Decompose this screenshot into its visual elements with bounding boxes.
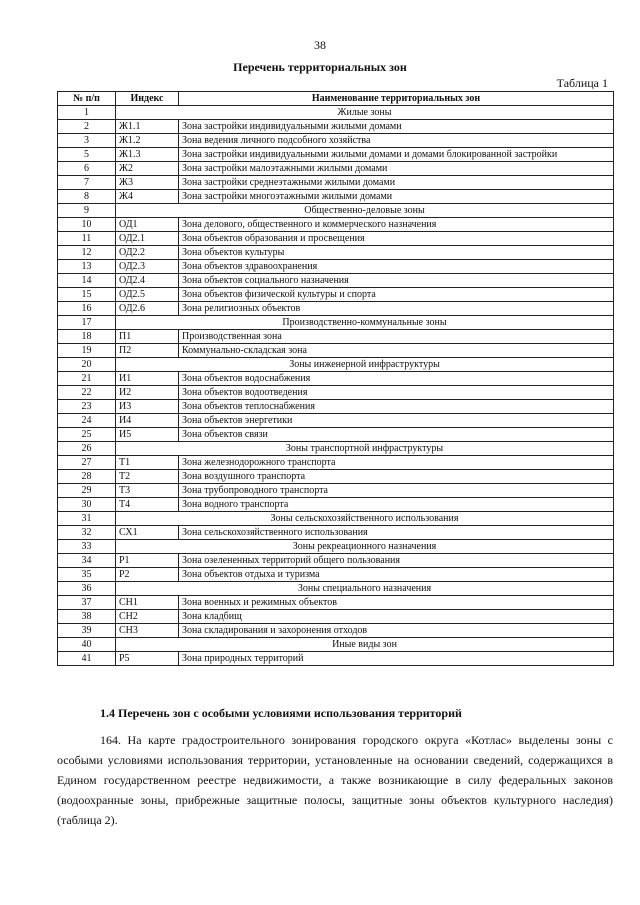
table-row	[58, 414, 614, 428]
table-row	[58, 596, 614, 610]
zone-index: Р2	[116, 568, 179, 582]
zone-group-title: Производственно-коммунальные зоны	[116, 316, 614, 330]
section-heading: 1.4 Перечень зон с особыми условиями использования территорий	[100, 706, 462, 720]
row-number: 38	[58, 610, 116, 624]
row-number: 14	[58, 274, 116, 288]
zone-index: И5	[116, 428, 179, 442]
row-number: 33	[58, 540, 116, 554]
page-number: 38	[314, 38, 326, 52]
table-row	[58, 218, 614, 232]
row-number: 27	[58, 456, 116, 470]
table-row	[58, 372, 614, 386]
row-number: 9	[58, 204, 116, 218]
zone-name: Зона трубопроводного транспорта	[179, 484, 614, 498]
table-group-row	[58, 512, 614, 526]
row-number: 5	[58, 148, 116, 162]
zone-name: Зона озелененных территорий общего пользования	[179, 554, 614, 568]
table-row	[58, 568, 614, 582]
row-number: 8	[58, 190, 116, 204]
zone-name: Зона объектов отдыха и туризма	[179, 568, 614, 582]
zone-name: Зона объектов связи	[179, 428, 614, 442]
zone-name: Зона объектов здравоохранения	[179, 260, 614, 274]
table-row	[58, 330, 614, 344]
table-header-row	[58, 92, 614, 106]
zone-group-title: Зоны рекреационного назначения	[116, 540, 614, 554]
row-number: 22	[58, 386, 116, 400]
zone-index: СН2	[116, 610, 179, 624]
row-number: 20	[58, 358, 116, 372]
table-row	[58, 344, 614, 358]
table-group-row	[58, 638, 614, 652]
row-number: 39	[58, 624, 116, 638]
zone-index: Т2	[116, 470, 179, 484]
zone-name: Зона застройки индивидуальными жилыми домами и домами блокированной застройки	[179, 148, 614, 162]
row-number: 26	[58, 442, 116, 456]
table-row	[58, 428, 614, 442]
table-row	[58, 190, 614, 204]
zone-name: Зона объектов водоснабжения	[179, 372, 614, 386]
zone-name: Зона застройки многоэтажными жилыми домами	[179, 190, 614, 204]
table-group-row	[58, 316, 614, 330]
table-row	[58, 484, 614, 498]
table-group-row	[58, 442, 614, 456]
zone-group-title: Зоны транспортной инфраструктуры	[116, 442, 614, 456]
table-row	[58, 176, 614, 190]
row-number: 12	[58, 246, 116, 260]
zone-index: ОД2.6	[116, 302, 179, 316]
zone-name: Производственная зона	[179, 330, 614, 344]
table-group-row	[58, 540, 614, 554]
row-number: 16	[58, 302, 116, 316]
zone-index: Р5	[116, 652, 179, 666]
zone-name: Зона застройки индивидуальными жилыми домами	[179, 120, 614, 134]
table-row	[58, 302, 614, 316]
row-number: 32	[58, 526, 116, 540]
zone-index: СХ1	[116, 526, 179, 540]
row-number: 17	[58, 316, 116, 330]
table-row	[58, 554, 614, 568]
header-index: Индекс	[116, 92, 179, 106]
zone-group-title: Иные виды зон	[116, 638, 614, 652]
zone-name: Зона застройки малоэтажными жилыми домами	[179, 162, 614, 176]
zone-name: Зона кладбищ	[179, 610, 614, 624]
table-row	[58, 260, 614, 274]
table-caption: Таблица 1	[556, 76, 608, 90]
zone-index: Ж2	[116, 162, 179, 176]
zone-index: Т1	[116, 456, 179, 470]
zone-index: И4	[116, 414, 179, 428]
table-row	[58, 652, 614, 666]
row-number: 10	[58, 218, 116, 232]
zone-index: И1	[116, 372, 179, 386]
table-row	[58, 400, 614, 414]
zone-name: Зона объектов физической культуры и спорта	[179, 288, 614, 302]
row-number: 21	[58, 372, 116, 386]
zone-name: Зона объектов социального назначения	[179, 274, 614, 288]
zone-name: Зона воздушного транспорта	[179, 470, 614, 484]
zone-index: СН3	[116, 624, 179, 638]
zone-index: ОД2.1	[116, 232, 179, 246]
row-number: 7	[58, 176, 116, 190]
zone-index: Т3	[116, 484, 179, 498]
zone-index: Ж4	[116, 190, 179, 204]
zone-index: Ж1.2	[116, 134, 179, 148]
zone-index: ОД2.2	[116, 246, 179, 260]
zone-name: Зона застройки среднеэтажными жилыми домами	[179, 176, 614, 190]
zone-name: Зона религиозных объектов	[179, 302, 614, 316]
table-group-row	[58, 358, 614, 372]
row-number: 34	[58, 554, 116, 568]
table-row	[58, 470, 614, 484]
row-number: 41	[58, 652, 116, 666]
zone-name: Зона объектов образования и просвещения	[179, 232, 614, 246]
row-number: 37	[58, 596, 116, 610]
page-title: Перечень территориальных зон	[233, 60, 407, 74]
table-row	[58, 120, 614, 134]
row-number: 6	[58, 162, 116, 176]
zone-index: И2	[116, 386, 179, 400]
zone-name: Зона природных территорий	[179, 652, 614, 666]
zone-index: Ж1.3	[116, 148, 179, 162]
row-number: 15	[58, 288, 116, 302]
header-zone-name: Наименование территориальных зон	[179, 92, 614, 106]
row-number: 29	[58, 484, 116, 498]
table-row	[58, 526, 614, 540]
table-row	[58, 148, 614, 162]
zone-index: ОД1	[116, 218, 179, 232]
zone-group-title: Зоны специального назначения	[116, 582, 614, 596]
zone-name: Зона объектов культуры	[179, 246, 614, 260]
zone-name: Зона объектов водоотведения	[179, 386, 614, 400]
table-row	[58, 610, 614, 624]
zone-name: Зона водного транспорта	[179, 498, 614, 512]
table-row	[58, 232, 614, 246]
zone-name: Зона объектов энергетики	[179, 414, 614, 428]
zone-name: Зона делового, общественного и коммерческого назначения	[179, 218, 614, 232]
table-row	[58, 274, 614, 288]
zone-name: Коммунально-складская зона	[179, 344, 614, 358]
header-number: № п/п	[58, 92, 116, 106]
zone-index: ОД2.5	[116, 288, 179, 302]
zone-group-title: Зоны сельскохозяйственного использования	[116, 512, 614, 526]
body-paragraph: 164. На карте градостроительного зонирования городского округа «Котлас» выделены зоны с особыми условиями использования территории, установленные на основании сведений, содержащихся в Едином государственном реестре недвижимости, а также возникающие в силу федеральных законов (водоохранные зоны, прибрежные защитные полосы, защитные зоны объектов культурного наследия) (таблица 2).	[57, 733, 613, 827]
zone-index: Т4	[116, 498, 179, 512]
row-number: 11	[58, 232, 116, 246]
row-number: 25	[58, 428, 116, 442]
row-number: 28	[58, 470, 116, 484]
table-row	[58, 134, 614, 148]
zone-name: Зона железнодорожного транспорта	[179, 456, 614, 470]
table-row	[58, 246, 614, 260]
zone-index: ОД2.4	[116, 274, 179, 288]
row-number: 36	[58, 582, 116, 596]
row-number: 13	[58, 260, 116, 274]
zone-name: Зона ведения личного подсобного хозяйства	[179, 134, 614, 148]
zone-group-title: Общественно-деловые зоны	[116, 204, 614, 218]
table-group-row	[58, 582, 614, 596]
zone-index: Ж1.1	[116, 120, 179, 134]
row-number: 30	[58, 498, 116, 512]
row-number: 2	[58, 120, 116, 134]
zone-index: И3	[116, 400, 179, 414]
zone-index: ОД2.3	[116, 260, 179, 274]
zone-name: Зона военных и режимных объектов	[179, 596, 614, 610]
zone-index: СН1	[116, 596, 179, 610]
row-number: 19	[58, 344, 116, 358]
table-group-row	[58, 204, 614, 218]
table-row	[58, 386, 614, 400]
zone-group-title: Зоны инженерной инфраструктуры	[116, 358, 614, 372]
table-row	[58, 624, 614, 638]
zone-index: Р1	[116, 554, 179, 568]
table-row	[58, 288, 614, 302]
row-number: 40	[58, 638, 116, 652]
table-row	[58, 162, 614, 176]
row-number: 24	[58, 414, 116, 428]
row-number: 3	[58, 134, 116, 148]
zone-index: Ж3	[116, 176, 179, 190]
row-number: 35	[58, 568, 116, 582]
zone-index: П2	[116, 344, 179, 358]
zones-table-body	[58, 106, 614, 666]
row-number: 18	[58, 330, 116, 344]
zone-name: Зона складирования и захоронения отходов	[179, 624, 614, 638]
zone-name: Зона сельскохозяйственного использования	[179, 526, 614, 540]
table-group-row	[58, 106, 614, 120]
zone-index: П1	[116, 330, 179, 344]
row-number: 1	[58, 106, 116, 120]
zone-name: Зона объектов теплоснабжения	[179, 400, 614, 414]
table-row	[58, 498, 614, 512]
row-number: 23	[58, 400, 116, 414]
zone-group-title: Жилые зоны	[116, 106, 614, 120]
row-number: 31	[58, 512, 116, 526]
zones-table	[57, 91, 614, 666]
table-row	[58, 456, 614, 470]
